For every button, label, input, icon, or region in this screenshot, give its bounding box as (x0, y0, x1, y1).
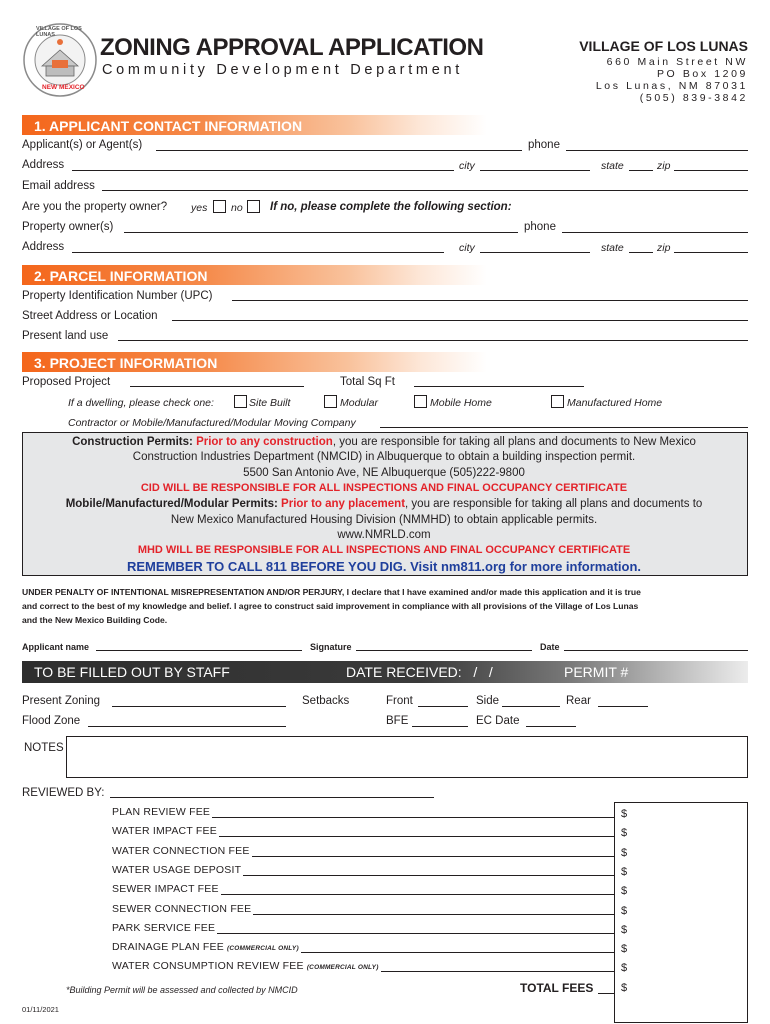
upc-label: Property Identification Number (UPC) (22, 290, 213, 302)
owner-address-field[interactable] (72, 252, 444, 253)
rear-label: Rear (566, 695, 591, 707)
cid-warning: CID WILL BE RESPONSIBLE FOR ALL INSPECTIONS AND FINAL OCCUPANCY CERTIFICATE (140, 482, 628, 494)
no-label: no (231, 202, 243, 214)
phone-label: phone (528, 139, 560, 151)
fee-label-text: DRAINAGE PLAN FEE (112, 941, 228, 953)
fee-label-text: WATER USAGE DEPOSIT (112, 864, 242, 876)
fee-leader-line (219, 836, 614, 837)
signature-label: Signature (310, 642, 352, 652)
cp-text1: , you are responsible for taking all plans and documents to New Mexico (332, 436, 696, 448)
fee-label-text: PLAN REVIEW FEE (112, 806, 211, 818)
fees-amount-column (614, 802, 748, 1023)
fee-amount[interactable]: $ (621, 885, 628, 897)
owner-yes-checkbox[interactable] (213, 200, 226, 213)
fee-label-text: WATER CONNECTION FEE (112, 845, 250, 857)
flood-zone-label: Flood Zone (22, 715, 81, 727)
date-field[interactable] (564, 650, 748, 651)
department-subtitle: Community Development Department (102, 62, 463, 78)
modular-checkbox[interactable] (324, 395, 337, 408)
mh-url[interactable]: www.NMRLD.com (337, 529, 431, 541)
village-street: 660 Main Street NW (606, 56, 748, 68)
land-use-field[interactable] (118, 340, 748, 341)
mh-label: Mobile/Manufactured/Modular Permits: (65, 498, 278, 510)
total-fees-amount[interactable]: $ (621, 982, 628, 994)
bfe-label: BFE (386, 715, 409, 727)
contractor-field[interactable] (380, 427, 748, 428)
cp-red: Prior to any construction (196, 436, 333, 448)
owner-phone-label: phone (524, 221, 556, 233)
total-fees-line (598, 993, 614, 994)
dwelling-instruction: If a dwelling, please check one: (68, 397, 214, 409)
section1-title: 1. APPLICANT CONTACT INFORMATION (34, 118, 303, 134)
present-zoning-field[interactable] (112, 706, 286, 707)
section2-title: 2. PARCEL INFORMATION (34, 268, 208, 284)
manufactured-home-label: Manufactured Home (567, 397, 663, 409)
fee-amount[interactable]: $ (621, 924, 628, 936)
fee-label-text: SEWER IMPACT FEE (112, 883, 219, 895)
fee-leader-line (253, 914, 614, 915)
fee-label (112, 883, 219, 895)
email-label: Email address (22, 180, 95, 192)
signature-field[interactable] (356, 650, 532, 651)
owners-field[interactable] (124, 232, 518, 233)
city-label: city (459, 160, 475, 172)
mhd-warning: MHD WILL BE RESPONSIBLE FOR ALL INSPECTIONS AND FINAL OCCUPANCY CERTIFICATE (137, 544, 631, 556)
mobile-home-label: Mobile Home (430, 397, 492, 409)
fee-leader-line (301, 952, 614, 953)
rear-field[interactable] (598, 706, 648, 707)
page-title: ZONING APPROVAL APPLICATION (100, 34, 484, 61)
total-sqft-label: Total Sq Ft (340, 376, 395, 388)
fee-label (112, 825, 217, 837)
owner-question: Are you the property owner? (22, 201, 168, 213)
manufactured-home-checkbox[interactable] (551, 395, 564, 408)
fee-leader-line (217, 933, 614, 934)
fee-label (112, 864, 241, 876)
fee-amount[interactable]: $ (621, 905, 628, 917)
applicants-label: Applicant(s) or Agent(s) (22, 139, 143, 151)
total-sqft-field[interactable] (414, 386, 584, 387)
notes-label: NOTES (24, 742, 64, 754)
owners-label: Property owner(s) (22, 221, 114, 233)
site-built-label: Site Built (249, 397, 291, 409)
call-811-notice: REMEMBER TO CALL 811 BEFORE YOU DIG. Visit nm811.org for more information. (126, 559, 642, 574)
owner-zip-field[interactable] (674, 252, 748, 253)
applicant-name-field[interactable] (96, 650, 302, 651)
fee-note: (COMMERCIAL ONLY) (227, 945, 299, 952)
owner-no-checkbox[interactable] (247, 200, 260, 213)
fee-label (112, 806, 210, 818)
fee-label (112, 960, 379, 974)
applicants-field[interactable] (156, 150, 522, 151)
construction-permit-line1 (24, 435, 744, 450)
fee-amount[interactable]: $ (621, 827, 628, 839)
logo-text-top: VILLAGE OF LOS LUNAS (36, 26, 82, 38)
notes-box[interactable] (66, 736, 748, 778)
form-version: 01/11/2021 (22, 1005, 59, 1014)
phone-field[interactable] (566, 150, 748, 151)
total-fees-label: TOTAL FEES (520, 981, 594, 995)
permit-number: PERMIT # (564, 664, 629, 680)
applicant-name-label: Applicant name (22, 642, 90, 652)
owner-phone-field[interactable] (562, 232, 748, 233)
bfe-field[interactable] (412, 726, 468, 727)
cp-text2: Construction Industries Department (NMCID) in Albuquerque to obtain a building inspection permit. (132, 451, 636, 463)
owner-state-label: state (601, 242, 624, 254)
village-seal-logo (22, 22, 98, 98)
date-received: DATE RECEIVED: / / (346, 664, 493, 680)
owner-state-field[interactable] (629, 252, 653, 253)
village-po-box: PO Box 1209 (656, 68, 748, 80)
flood-zone-field[interactable] (88, 726, 286, 727)
owner-city-label: city (459, 242, 475, 254)
owner-address-label: Address (22, 241, 65, 253)
fee-leader-line (381, 971, 614, 972)
ec-date-label: EC Date (476, 715, 520, 727)
yes-label: yes (191, 202, 208, 214)
fee-label (112, 845, 250, 857)
fee-amount[interactable]: $ (621, 962, 628, 974)
fee-amount[interactable]: $ (621, 847, 628, 859)
mh-text2: New Mexico Manufactured Housing Division (NMMHD) to obtain applicable permits. (170, 514, 598, 526)
mh-text1: , you are responsible for taking all plans and documents to (405, 498, 703, 510)
if-no-instruction: If no, please complete the following section: (270, 201, 512, 213)
cp-label: Construction Permits: (72, 436, 193, 448)
village-city: Los Lunas, NM 87031 (595, 80, 748, 92)
contractor-label: Contractor or Mobile/Manufactured/Modular Moving Company (68, 417, 356, 429)
fee-label (112, 922, 215, 934)
city-field[interactable] (480, 170, 590, 171)
land-use-label: Present land use (22, 330, 109, 342)
address-field[interactable] (72, 170, 454, 171)
front-label: Front (386, 695, 413, 707)
address-label: Address (22, 159, 65, 171)
date-label: Date (540, 642, 560, 652)
site-built-checkbox[interactable] (234, 395, 247, 408)
zip-field[interactable] (674, 170, 748, 171)
fee-amount[interactable]: $ (621, 866, 628, 878)
fee-leader-line (243, 875, 614, 876)
proposed-project-field[interactable] (130, 386, 304, 387)
modular-label: Modular (340, 397, 378, 409)
mh-red: Prior to any placement (281, 498, 406, 510)
front-field[interactable] (418, 706, 468, 707)
ec-date-field[interactable] (526, 726, 576, 727)
village-name: VILLAGE OF LOS LUNAS (579, 38, 748, 54)
mobile-home-checkbox[interactable] (414, 395, 427, 408)
fee-leader-line (212, 817, 614, 818)
reviewed-by-label: REVIEWED BY: (22, 787, 105, 799)
fee-label-text: SEWER CONNECTION FEE (112, 903, 252, 915)
mobile-permit-line1 (24, 497, 744, 512)
fee-note: (COMMERCIAL ONLY) (306, 964, 379, 971)
owner-city-field[interactable] (480, 252, 590, 253)
fee-amount[interactable]: $ (621, 943, 628, 955)
fee-leader-line (252, 856, 614, 857)
email-field[interactable] (102, 190, 748, 191)
fee-amount[interactable]: $ (621, 808, 628, 820)
declaration-line3: and the New Mexico Building Code. (22, 615, 168, 625)
street-label: Street Address or Location (22, 310, 158, 322)
declaration-line2: and correct to the best of my knowledge and belief. I agree to construct said improvement in compliance with all provisions of the Village of Los Lunas (22, 601, 639, 611)
fee-label-text: WATER CONSUMPTION REVIEW FEE (112, 960, 307, 972)
proposed-project-label: Proposed Project (22, 376, 111, 388)
present-zoning-label: Present Zoning (22, 695, 100, 707)
cp-address: 5500 San Antonio Ave, NE Albuquerque (505)222-9800 (243, 467, 525, 479)
fee-label (112, 941, 299, 955)
declaration-line1: UNDER PENALTY OF INTENTIONAL MISREPRESENTATION AND/OR PERJURY, I declare that I have examined and/or made this application and it is true (22, 587, 641, 597)
upc-field[interactable] (232, 300, 748, 301)
nmcid-footnote: *Building Permit will be assessed and collected by NMCID (66, 985, 298, 995)
owner-zip-label: zip (657, 242, 671, 254)
setbacks-label: Setbacks (302, 695, 350, 707)
logo-text-bottom: NEW MEXICO (42, 84, 85, 91)
fee-label-text: WATER IMPACT FEE (112, 825, 217, 837)
fee-leader-line (221, 894, 614, 895)
fee-label (112, 903, 251, 915)
fee-label-text: PARK SERVICE FEE (112, 922, 216, 934)
side-field[interactable] (502, 706, 560, 707)
section3-title: 3. PROJECT INFORMATION (34, 355, 218, 371)
village-address-block (579, 38, 748, 104)
staff-bar-title: TO BE FILLED OUT BY STAFF (34, 664, 230, 680)
state-label: state (601, 160, 624, 172)
street-field[interactable] (172, 320, 748, 321)
reviewed-by-field[interactable] (110, 797, 434, 798)
village-phone: (505) 839-3842 (639, 92, 748, 104)
side-label: Side (476, 695, 500, 707)
zip-label: zip (657, 160, 671, 172)
state-field[interactable] (629, 170, 653, 171)
